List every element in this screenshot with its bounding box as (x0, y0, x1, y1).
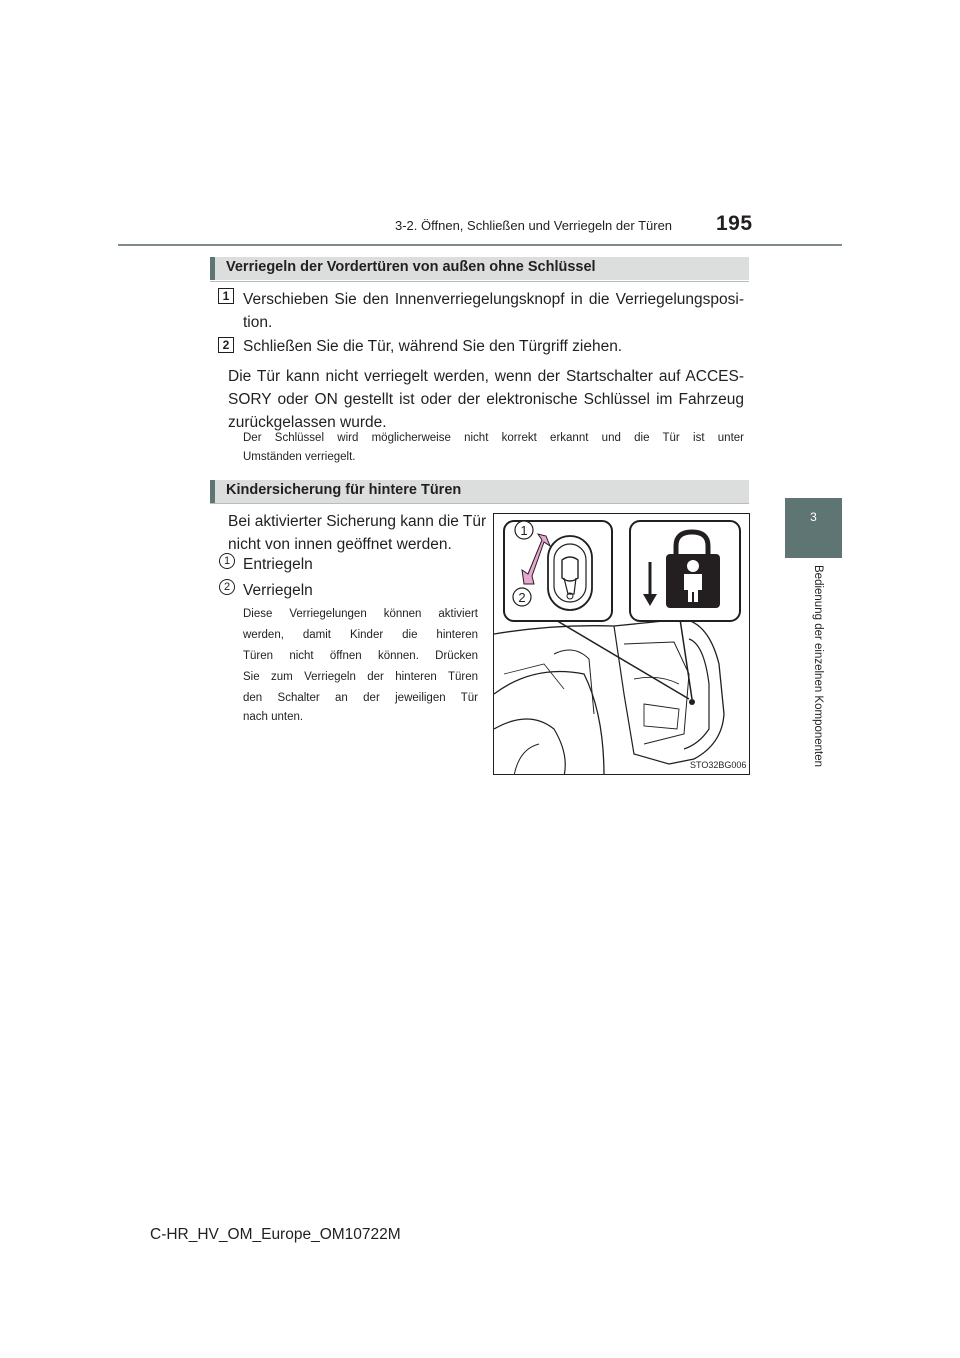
chapter-title: Bedienung der einzelnen Komponenten (812, 565, 824, 768)
chapter-tab (785, 498, 842, 558)
illustration-callout-2: 2 (518, 590, 526, 605)
section-header (210, 257, 749, 280)
small-note-line: den Schalter an der jeweiligen Tür (243, 692, 478, 704)
section-rule (210, 503, 749, 504)
step-number-box: 2 (218, 337, 234, 353)
small-note-line: Umständen verriegelt. (243, 451, 356, 463)
document-id: C-HR_HV_OM_Europe_OM10722M (150, 1226, 401, 1243)
small-note-line: nach unten. (243, 711, 304, 723)
step-1-text-cont: tion. (243, 314, 273, 331)
step-number-box: 1 (218, 288, 234, 304)
section-title: Kindersicherung für hintere Türen (226, 482, 462, 498)
item-number-circle: 2 (219, 579, 235, 595)
small-note-line: Sie zum Verriegeln der hinteren Türen (243, 671, 478, 683)
step-2-text: Schließen Sie die Tür, während Sie den Türgriff ziehen. (243, 338, 623, 355)
small-note-line: Türen nicht öffnen können. Drücken (243, 650, 478, 662)
note-line: SORY oder ON gestellt ist oder der elektronische Schlüssel im Fahrzeug (228, 391, 744, 408)
page-number: 195 (716, 212, 753, 235)
item-label-lock: Verriegeln (243, 582, 313, 599)
section-rule (210, 281, 749, 282)
header-rule (118, 244, 842, 246)
intro-line: Bei aktivierter Sicherung kann die Tür (228, 513, 487, 530)
note-line: Die Tür kann nicht verriegelt werden, wenn der Startschalter auf ACCES- (228, 368, 744, 385)
child-lock-illustration (493, 513, 750, 775)
small-note-line: Der Schlüssel wird möglicherweise nicht korrekt erkannt und die Tür ist unter (243, 432, 744, 444)
illustration-callout-1: 1 (520, 523, 528, 538)
step-1-text: Verschieben Sie den Innenverriegelungsknopf in die Verriegelungsposi- (243, 291, 744, 308)
small-note-line: Diese Verriegelungen können aktiviert (243, 608, 478, 620)
section-title: Verriegeln der Vordertüren von außen ohne Schlüssel (226, 259, 596, 275)
note-line: zurückgelassen wurde. (228, 414, 387, 431)
small-note-line: werden, damit Kinder die hinteren (243, 629, 478, 641)
running-header-section: 3-2. Öffnen, Schließen und Verriegeln der Türen (395, 218, 673, 233)
item-label-unlock: Entriegeln (243, 556, 313, 573)
intro-line: nicht von innen geöffnet werden. (228, 536, 452, 553)
section-header (210, 480, 749, 503)
item-number-circle: 1 (219, 553, 235, 569)
child-lock-drawing (494, 514, 750, 775)
illustration-code: STO32BG006 (690, 760, 747, 770)
chapter-number: 3 (810, 510, 817, 524)
